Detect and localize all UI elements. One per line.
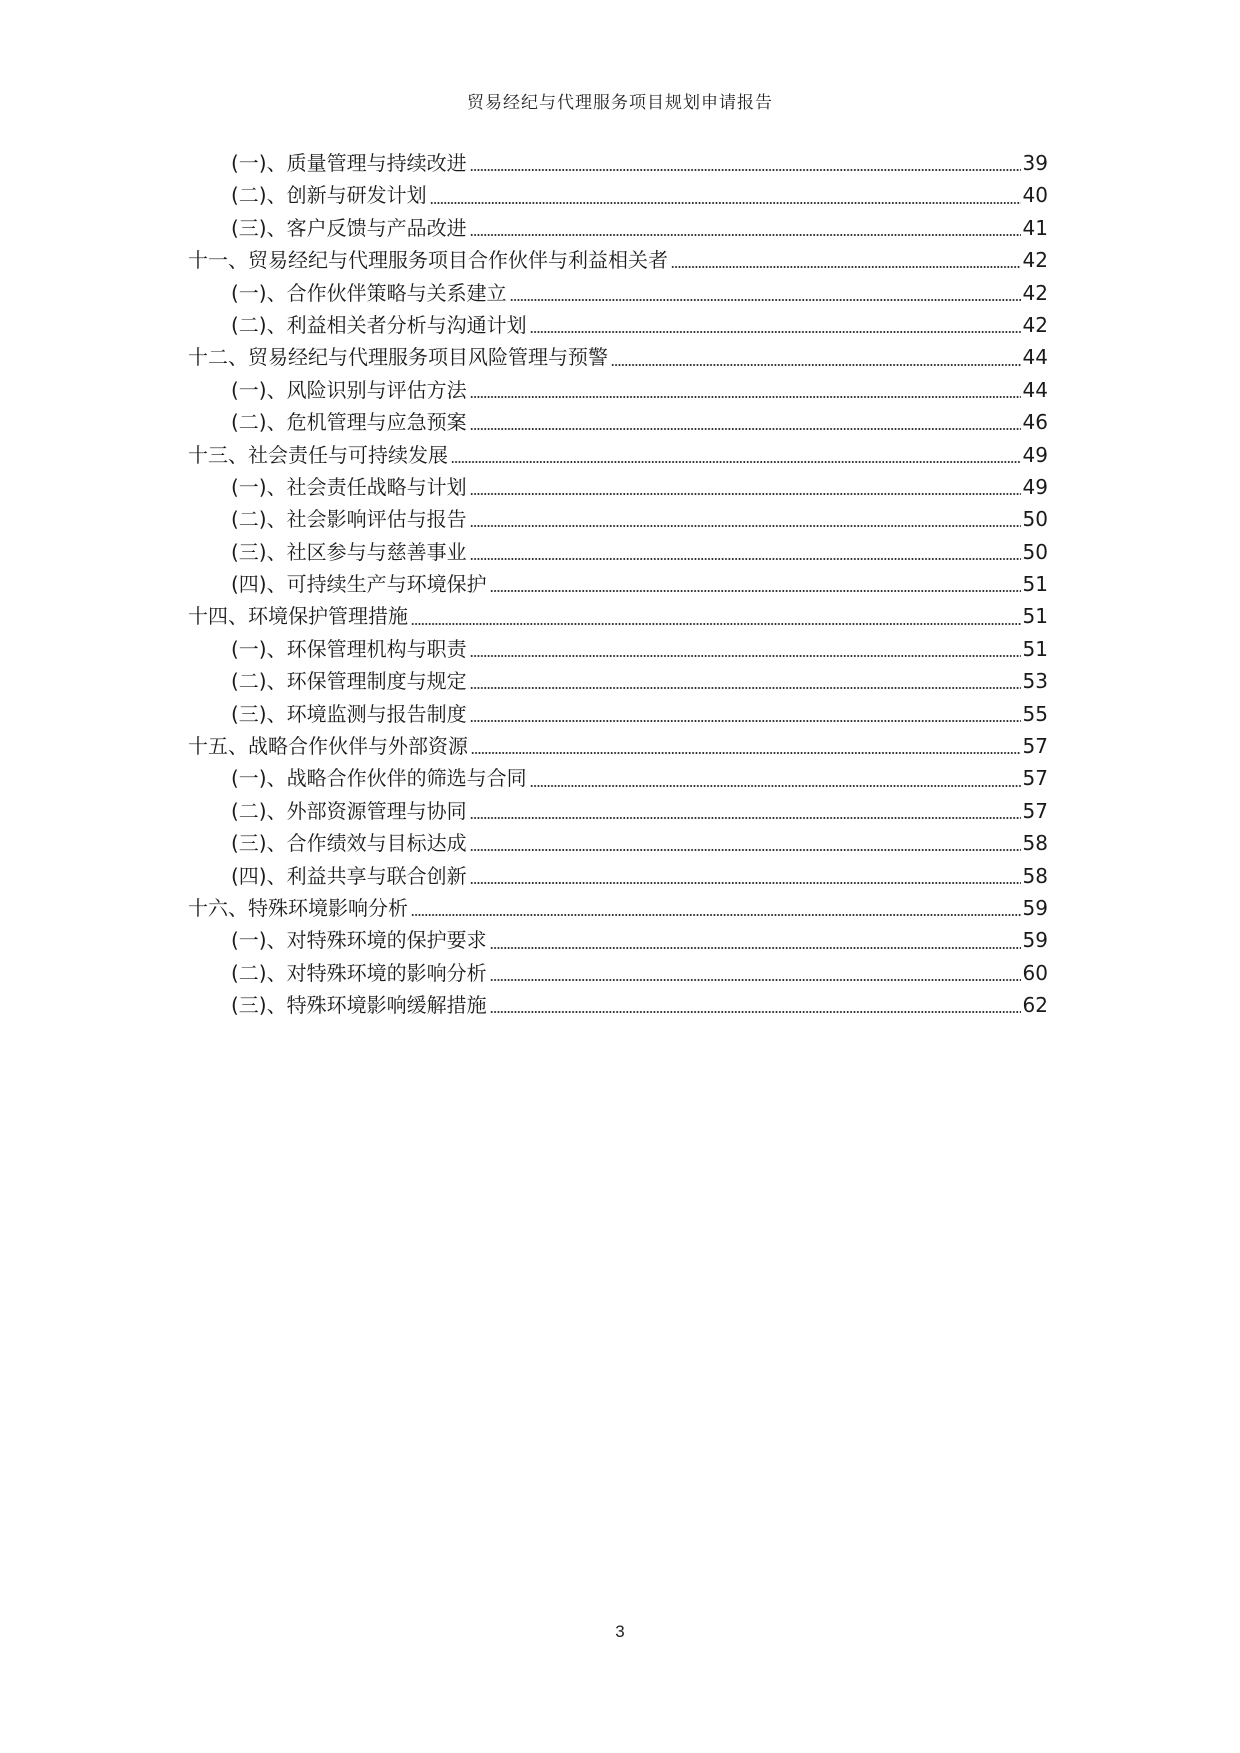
toc-chapter-entry[interactable] [188, 730, 1048, 762]
toc-dot-leader [411, 621, 1021, 627]
toc-section-entry[interactable] [188, 924, 1048, 956]
page-number: 3 [615, 1622, 625, 1641]
toc-entry-page: 39 [1022, 151, 1048, 175]
toc-entry-page: 57 [1022, 734, 1048, 759]
toc-entry-title: 十五、战略合作伙伴与外部资源 [188, 734, 468, 759]
toc-entry-page: 59 [1022, 928, 1048, 953]
toc-dot-leader [671, 264, 1021, 270]
toc-entry-page: 59 [1022, 895, 1048, 920]
toc-dot-leader [470, 653, 1021, 659]
toc-entry-title: (二)、利益相关者分析与沟通计划 [231, 312, 527, 337]
toc-entry-title: 十二、贸易经纪与代理服务项目风险管理与预警 [188, 345, 608, 370]
toc-chapter-entry[interactable] [188, 341, 1048, 373]
toc-entry-title: (三)、特殊环境影响缓解措施 [231, 993, 487, 1018]
toc-entry-title: (三)、客户反馈与产品改进 [231, 215, 467, 240]
toc-entry-title: (一)、环保管理机构与职责 [231, 636, 467, 661]
toc-entry-page: 49 [1022, 442, 1048, 467]
toc-entry-page: 49 [1022, 474, 1048, 499]
toc-entry-page: 57 [1022, 766, 1048, 791]
toc-entry-page: 53 [1022, 669, 1048, 694]
toc-dot-leader [470, 847, 1021, 853]
toc-dot-leader [470, 523, 1021, 529]
toc-entry-page: 51 [1022, 604, 1048, 629]
toc-entry-page: 51 [1022, 572, 1048, 597]
toc-dot-leader [530, 329, 1021, 335]
toc-dot-leader [611, 362, 1021, 368]
toc-section-entry[interactable] [188, 762, 1048, 794]
toc-entry-title: (二)、创新与研发计划 [231, 183, 427, 208]
toc-dot-leader [470, 685, 1021, 691]
toc-entry-page: 42 [1022, 248, 1048, 273]
toc-section-entry[interactable] [188, 277, 1048, 309]
toc-entry-title: (二)、危机管理与应急预案 [231, 410, 467, 435]
toc-section-entry[interactable] [188, 698, 1048, 730]
toc-entry-page: 44 [1022, 345, 1048, 370]
toc-dot-leader [411, 912, 1021, 918]
toc-entry-page: 42 [1022, 312, 1048, 337]
toc-dot-leader [490, 945, 1021, 951]
running-header: 贸易经纪与代理服务项目规划申请报告 [467, 93, 773, 113]
toc-entry-title: 十三、社会责任与可持续发展 [188, 442, 448, 467]
toc-entry-title: (一)、合作伙伴策略与关系建立 [231, 280, 507, 305]
toc-entry-title: (二)、外部资源管理与协同 [231, 798, 467, 823]
toc-entry-page: 57 [1022, 798, 1048, 823]
toc-entry-title: 十四、环境保护管理措施 [188, 604, 408, 629]
toc-dot-leader [490, 977, 1021, 983]
toc-chapter-entry[interactable] [188, 892, 1048, 924]
toc-entry-title: (一)、质量管理与持续改进 [231, 151, 467, 175]
toc-entry-title: 十六、特殊环境影响分析 [188, 895, 408, 920]
toc-section-entry[interactable] [188, 568, 1048, 600]
toc-entry-title: (一)、社会责任战略与计划 [231, 474, 467, 499]
toc-entry-page: 42 [1022, 280, 1048, 305]
toc-entry-title: 十一、贸易经纪与代理服务项目合作伙伴与利益相关者 [188, 248, 668, 273]
toc-section-entry[interactable] [188, 179, 1048, 211]
toc-dot-leader [490, 1009, 1021, 1015]
toc-entry-page: 46 [1022, 410, 1048, 435]
table-of-contents [188, 147, 1048, 1022]
toc-entry-title: (四)、利益共享与联合创新 [231, 863, 467, 888]
toc-entry-title: (三)、环境监测与报告制度 [231, 701, 467, 726]
toc-section-entry[interactable] [188, 471, 1048, 503]
toc-entry-page: 44 [1022, 377, 1048, 402]
toc-entry-title: (四)、可持续生产与环境保护 [231, 572, 487, 597]
toc-entry-title: (二)、社会影响评估与报告 [231, 507, 467, 532]
toc-section-entry[interactable] [188, 827, 1048, 859]
toc-section-entry[interactable] [188, 665, 1048, 697]
toc-section-entry[interactable] [188, 374, 1048, 406]
toc-section-entry[interactable] [188, 147, 1048, 179]
toc-section-entry[interactable] [188, 633, 1048, 665]
toc-dot-leader [470, 426, 1021, 432]
toc-section-entry[interactable] [188, 212, 1048, 244]
toc-dot-leader [470, 167, 1021, 173]
toc-chapter-entry[interactable] [188, 600, 1048, 632]
toc-dot-leader [470, 232, 1021, 238]
toc-dot-leader [490, 588, 1021, 594]
toc-entry-title: (三)、社区参与与慈善事业 [231, 539, 467, 564]
toc-dot-leader [470, 815, 1021, 821]
toc-entry-page: 41 [1022, 215, 1048, 240]
toc-dot-leader [470, 718, 1021, 724]
toc-section-entry[interactable] [188, 503, 1048, 535]
toc-dot-leader [451, 459, 1021, 465]
toc-entry-title: (一)、对特殊环境的保护要求 [231, 928, 487, 953]
toc-entry-page: 58 [1022, 831, 1048, 856]
toc-dot-leader [471, 750, 1021, 756]
toc-entry-title: (三)、合作绩效与目标达成 [231, 831, 467, 856]
toc-dot-leader [430, 200, 1021, 206]
toc-entry-page: 40 [1022, 183, 1048, 208]
toc-section-entry[interactable] [188, 989, 1048, 1021]
toc-entry-page: 51 [1022, 636, 1048, 661]
toc-dot-leader [470, 491, 1021, 497]
toc-dot-leader [470, 880, 1021, 886]
toc-dot-leader [470, 556, 1021, 562]
toc-entry-page: 58 [1022, 863, 1048, 888]
toc-section-entry[interactable] [188, 795, 1048, 827]
toc-dot-leader [530, 783, 1021, 789]
toc-dot-leader [510, 297, 1021, 303]
toc-entry-page: 50 [1022, 539, 1048, 564]
toc-section-entry[interactable] [188, 860, 1048, 892]
toc-entry-page: 50 [1022, 507, 1048, 532]
toc-section-entry[interactable] [188, 536, 1048, 568]
toc-entry-title: (二)、环保管理制度与规定 [231, 669, 467, 694]
toc-chapter-entry[interactable] [188, 439, 1048, 471]
toc-dot-leader [470, 394, 1021, 400]
toc-chapter-entry[interactable] [188, 244, 1048, 276]
toc-entry-page: 55 [1022, 701, 1048, 726]
toc-entry-title: (二)、对特殊环境的影响分析 [231, 960, 487, 985]
toc-entry-title: (一)、战略合作伙伴的筛选与合同 [231, 766, 527, 791]
toc-section-entry[interactable] [188, 309, 1048, 341]
toc-entry-page: 62 [1022, 993, 1048, 1018]
toc-section-entry[interactable] [188, 406, 1048, 438]
toc-entry-page: 60 [1022, 960, 1048, 985]
toc-entry-title: (一)、风险识别与评估方法 [231, 377, 467, 402]
toc-section-entry[interactable] [188, 957, 1048, 989]
